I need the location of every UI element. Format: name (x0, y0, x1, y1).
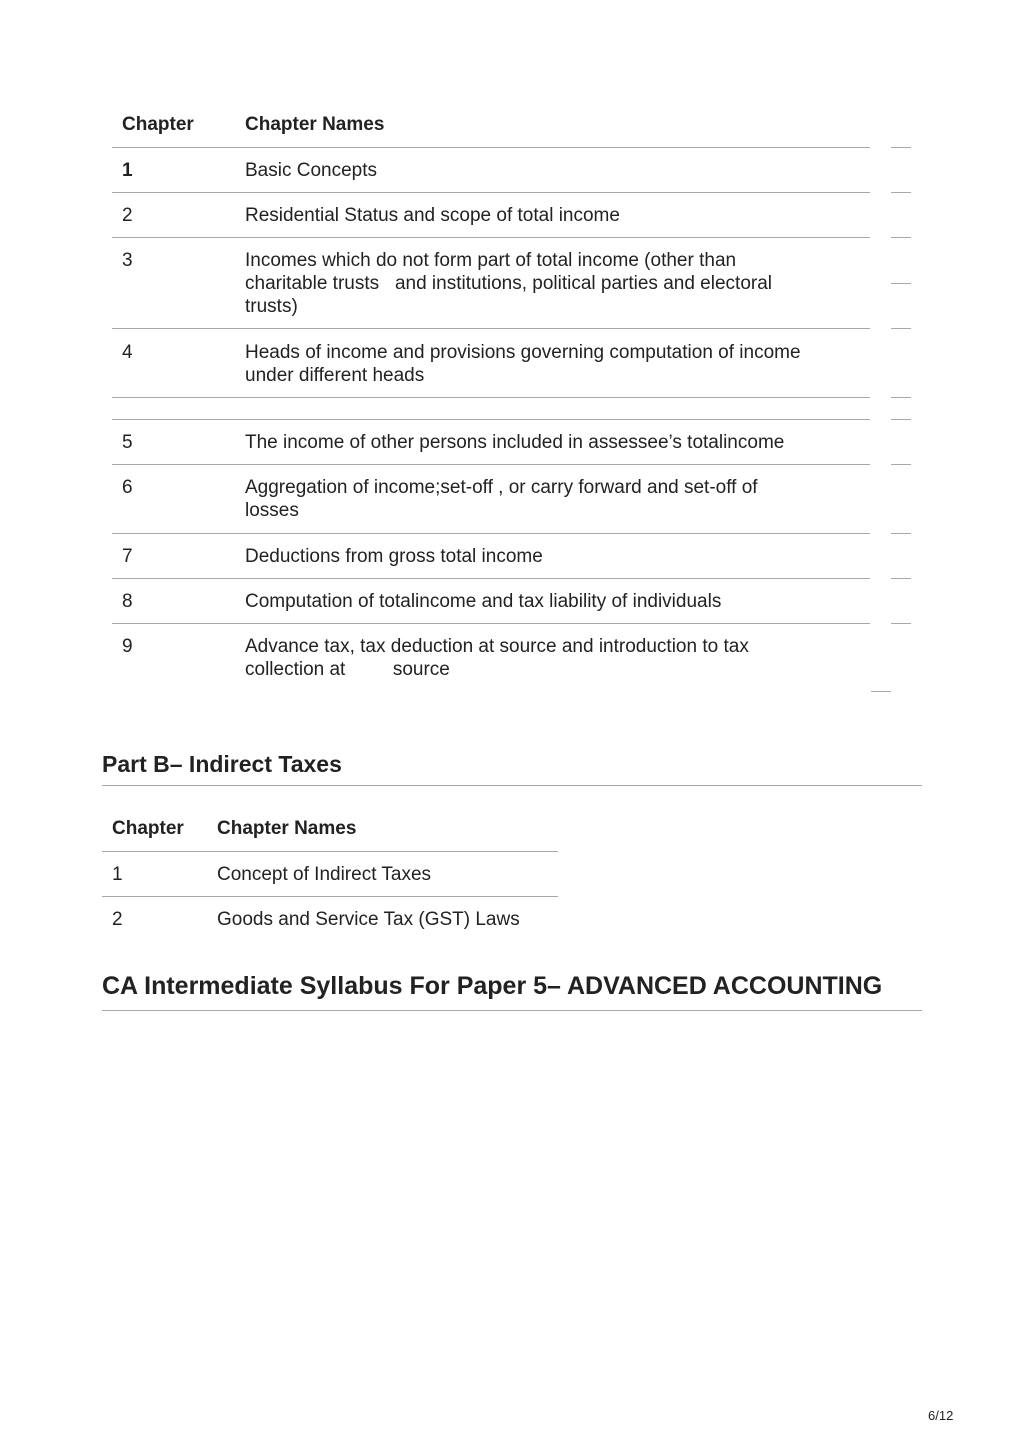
row-divider (112, 192, 870, 193)
table-row-name-line2: collection at source (245, 659, 450, 680)
paper5-heading-rule (102, 1010, 922, 1011)
table-row-name: Heads of income and provisions governing computation of income (245, 342, 801, 363)
paper5-heading: CA Intermediate Syllabus For Paper 5– ADVANCED ACCOUNTING (102, 972, 883, 1000)
table-row-number: 1 (112, 864, 123, 885)
table-row-number: 9 (122, 636, 133, 657)
part-b-heading-rule (102, 785, 922, 786)
table-row-number: 2 (122, 205, 133, 226)
chapter-column-header: Chapter (122, 114, 194, 135)
page-number: 6/12 (928, 1408, 954, 1423)
table-row-number: 4 (122, 342, 133, 363)
table-row-name-line2: under different heads (245, 365, 425, 386)
margin-dash (891, 533, 911, 534)
table-row-number: 3 (122, 250, 133, 271)
table-row-number: 2 (112, 909, 123, 930)
table-row-name: Computation of totalincome and tax liability of individuals (245, 591, 722, 612)
table-row-name: Basic Concepts (245, 160, 378, 181)
margin-dash (891, 237, 911, 238)
row-divider (102, 896, 558, 897)
header-divider (112, 147, 870, 148)
table-row-name: Incomes which do not form part of total income (other than (245, 250, 737, 271)
margin-dash (891, 147, 911, 148)
margin-dash (871, 691, 891, 692)
table-row-name-line3: trusts) (245, 296, 298, 317)
margin-dash (891, 464, 911, 465)
chapter-names-column-header: Chapter Names (245, 114, 385, 135)
table-row-name: Deductions from gross total income (245, 546, 543, 567)
table-row-number: 1 (122, 160, 133, 181)
part-b-heading: Part B– Indirect Taxes (102, 751, 342, 777)
margin-dash (891, 192, 911, 193)
table-row-name: Aggregation of income;set-off , or carry forward and set-off of (245, 477, 758, 498)
table-row-name: Concept of Indirect Taxes (217, 864, 432, 885)
table-row-number: 7 (122, 546, 133, 567)
margin-dash (891, 283, 911, 284)
table-row-name-line2: charitable trusts and institutions, political parties and electoral (245, 273, 772, 294)
row-divider (112, 623, 870, 624)
table-row-name: Advance tax, tax deduction at source and introduction to tax (245, 636, 749, 657)
row-divider (112, 328, 870, 329)
table-row-name: Residential Status and scope of total income (245, 205, 620, 226)
table-row-number: 8 (122, 591, 133, 612)
margin-dash (891, 623, 911, 624)
row-divider (112, 237, 870, 238)
table-row-name: The income of other persons included in assessee’s totalincome (245, 432, 785, 453)
table-row-name-line2: losses (245, 500, 299, 521)
table-row-name: Goods and Service Tax (GST) Laws (217, 909, 520, 930)
row-divider (112, 578, 870, 579)
margin-dash (891, 328, 911, 329)
margin-dash (891, 419, 911, 420)
margin-dash (891, 397, 911, 398)
chapter-names-column-header: Chapter Names (217, 818, 357, 839)
table-row-number: 5 (122, 432, 133, 453)
margin-dash (891, 578, 911, 579)
row-divider (112, 419, 870, 420)
chapter-column-header: Chapter (112, 818, 184, 839)
row-divider (112, 464, 870, 465)
row-divider (112, 533, 870, 534)
row-divider (112, 397, 870, 398)
header-divider (102, 851, 558, 852)
table-row-number: 6 (122, 477, 133, 498)
